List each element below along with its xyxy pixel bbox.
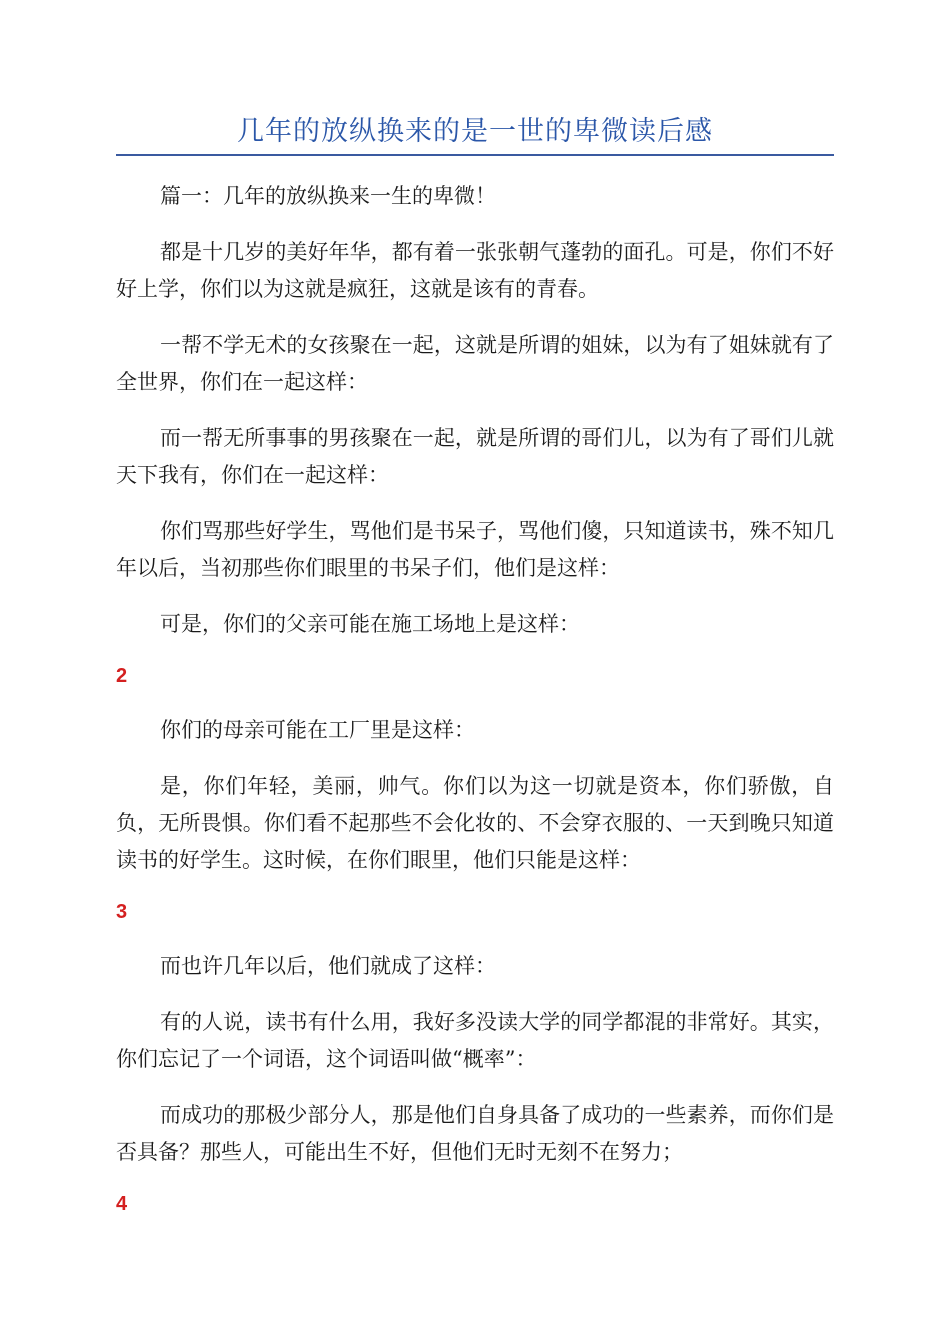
paragraph-heading: 篇一：几年的放纵换来一生的卑微！ <box>160 184 496 208</box>
paragraph: 都是十几岁的美好年华，都有着一张张朝气蓬勃的面孔。可是，你们不好好上学，你们以为这就是疯狂，这就是该有的青春。 <box>116 240 834 301</box>
paragraph: 而一帮无所事事的男孩聚在一起，就是所谓的哥们儿，以为有了哥们儿就天下我有，你们在一起这样： <box>116 426 834 487</box>
document-title: 几年的放纵换来的是一世的卑微读后感 <box>237 116 713 147</box>
title-underline <box>116 154 834 156</box>
paragraph: 可是，你们的父亲可能在施工场地上是这样： <box>160 612 580 636</box>
paragraph: 一帮不学无术的女孩聚在一起，这就是所谓的姐妹，以为有了姐妹就有了全世界，你们在一起这样： <box>116 333 834 394</box>
image-marker-2: 2 <box>116 665 128 687</box>
paragraph: 是，你们年轻，美丽，帅气。你们以为这一切就是资本，你们骄傲，自负，无所畏惧。你们看不起那些不会化妆的、不会穿衣服的、一天到晚只知道读书的好学生。这时候，在你们眼里，他们只能是这样： <box>116 774 834 872</box>
paragraph: 而成功的那极少部分人，那是他们自身具备了成功的一些素养，而你们是否具备？那些人，可能出生不好，但他们无时无刻不在努力； <box>116 1103 834 1164</box>
paragraph: 有的人说，读书有什么用，我好多没读大学的同学都混的非常好。其实，你们忘记了一个词语，这个词语叫做“概率”： <box>116 1010 834 1071</box>
document-body <box>116 178 834 1240</box>
image-marker-3: 3 <box>116 901 128 923</box>
paragraph: 而也许几年以后，他们就成了这样： <box>160 954 496 978</box>
image-marker-4: 4 <box>116 1193 128 1215</box>
paragraph: 你们的母亲可能在工厂里是这样： <box>160 718 475 742</box>
paragraph: 你们骂那些好学生，骂他们是书呆子，骂他们傻，只知道读书，殊不知几年以后，当初那些你们眼里的书呆子们，他们是这样： <box>116 519 834 580</box>
